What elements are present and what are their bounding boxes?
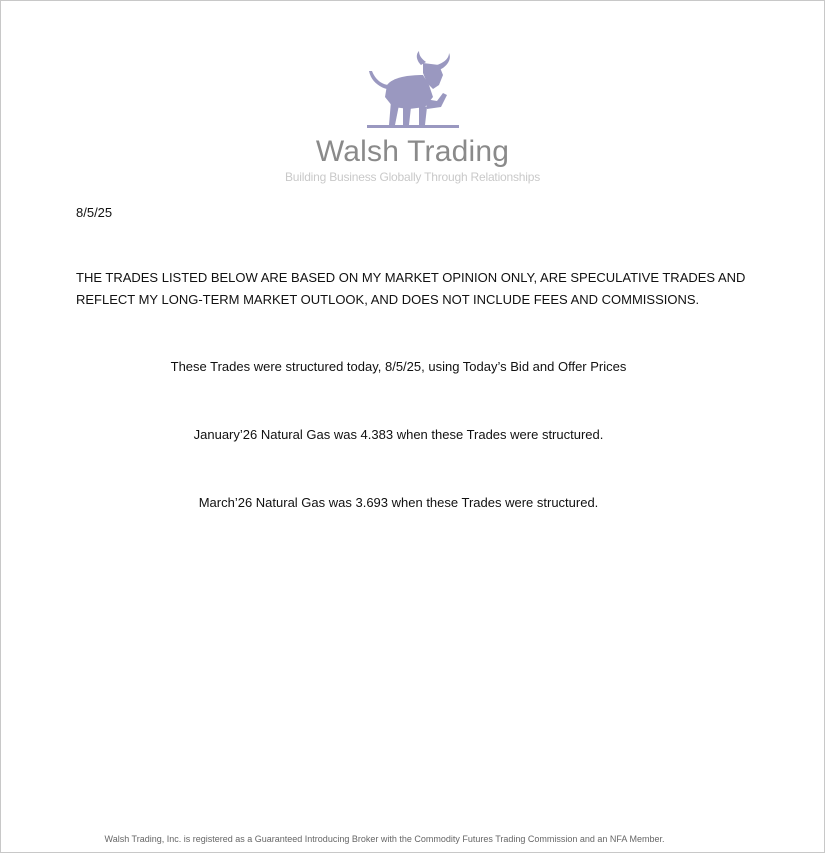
brand-name: Walsh Trading xyxy=(315,135,510,168)
march-natural-gas-price-note: March’26 Natural Gas was 3.693 when these Trades were structured. xyxy=(198,495,599,510)
company-logo xyxy=(1,49,824,185)
bull-icon xyxy=(363,49,463,131)
trade-structure-note: These Trades were structured today, 8/5/25, using Today’s Bid and Offer Prices xyxy=(170,359,627,374)
brand-tagline: Building Business Globally Through Relationships xyxy=(285,170,540,184)
regulatory-footer: Walsh Trading, Inc. is registered as a Guaranteed Introducing Broker with the Commodity Futures Trading Commission and an NFA Member. xyxy=(104,834,665,844)
disclaimer-paragraph: THE TRADES LISTED BELOW ARE BASED ON MY MARKET OPINION ONLY, ARE SPECULATIVE TRADES AND REFLECT MY LONG-TERM MARKET OUTLOOK, AND DOES NOT INCLUDE FEES AND COMMISSIONS. xyxy=(76,270,746,307)
document-date: 8/5/25 xyxy=(76,205,113,220)
january-natural-gas-price-note: January’26 Natural Gas was 4.383 when these Trades were structured. xyxy=(193,427,604,442)
